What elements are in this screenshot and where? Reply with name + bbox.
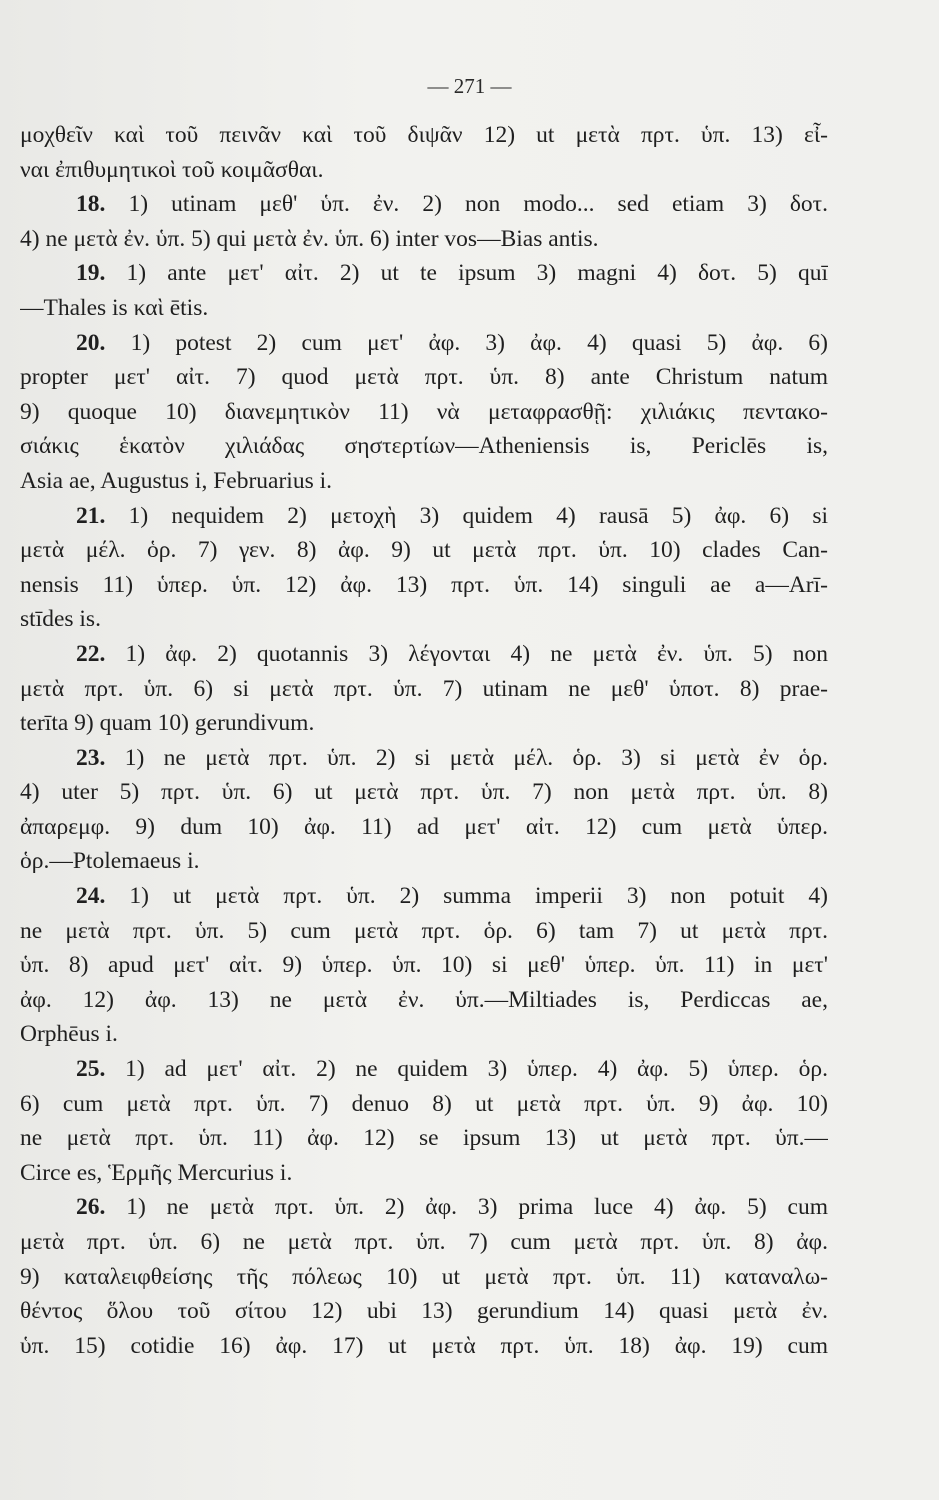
line-text: —Thales is καὶ ētis. bbox=[20, 294, 209, 321]
line-text: ne μετὰ πρτ. ὑπ. 11) ἀφ. 12) se ipsum 13) ut μετὰ πρτ. ὑπ.— bbox=[20, 1125, 828, 1152]
line-text: ἀφ. 12) ἀφ. 13) ne μετὰ ἐν. ὑπ.—Miltiades is, Perdiccas ae, bbox=[20, 986, 828, 1013]
section-number: 18. bbox=[76, 191, 106, 218]
page-body-text bbox=[20, 118, 828, 1363]
line-text: σιάκις ἑκατὸν χιλιάδας σηστερτίων—Atheniensis is, Periclēs is, bbox=[20, 433, 828, 460]
text-line bbox=[20, 360, 828, 395]
line-text: ὑπ. 15) cotidie 16) ἀφ. 17) ut μετὰ πρτ. ὑπ. 18) ἀφ. 19) cum bbox=[20, 1332, 828, 1359]
line-text: 1) potest 2) cum μετ' ἀφ. 3) ἀφ. 4) quasi 5) ἀφ. 6) bbox=[105, 329, 828, 356]
section-number: 26. bbox=[76, 1194, 106, 1221]
line-text: 9) quoque 10) διανεμητικὸν 11) νὰ μεταφρασθῇ: χιλιάκις πεντακο- bbox=[20, 398, 828, 425]
line-text: 1) ut μετὰ πρτ. ὑπ. 2) summa imperii 3) non potuit 4) bbox=[105, 883, 828, 910]
line-text: μετὰ μέλ. ὁρ. 7) γεν. 8) ἀφ. 9) ut μετὰ πρτ. ὑπ. 10) clades Can- bbox=[20, 537, 828, 564]
text-line bbox=[20, 1017, 828, 1052]
text-line bbox=[20, 429, 828, 464]
line-text: 1) utinam μεθ' ὑπ. ἐν. 2) non modo... sed etiam 3) δοτ. bbox=[105, 191, 828, 218]
section-number: 23. bbox=[76, 744, 106, 771]
line-text: 6) cum μετὰ πρτ. ὑπ. 7) denuo 8) ut μετὰ πρτ. ὑπ. 9) ἀφ. 10) bbox=[20, 1090, 828, 1117]
line-text: ὁρ.—Ptolemaeus i. bbox=[20, 848, 200, 875]
line-text: μοχθεῖν καὶ τοῦ πεινᾶν καὶ τοῦ διψᾶν 12) ut μετὰ πρτ. ὑπ. 13) εἶ- bbox=[20, 122, 828, 148]
text-line bbox=[20, 464, 828, 499]
line-text: stīdes is. bbox=[20, 606, 101, 633]
text-line bbox=[20, 948, 828, 983]
section-number: 24. bbox=[76, 883, 106, 910]
line-text: 1) ante μετ' αἰτ. 2) ut te ipsum 3) magni 4) δοτ. 5) quī bbox=[105, 260, 828, 287]
text-line bbox=[20, 706, 828, 741]
text-line bbox=[20, 810, 828, 845]
paragraph-first-line bbox=[20, 1190, 828, 1225]
paragraph-first-line bbox=[20, 637, 828, 672]
line-text: 4) ne μετὰ ἐν. ὑπ. 5) qui μετὰ ἐν. ὑπ. 6) inter vos—Bias antis. bbox=[20, 225, 599, 252]
text-line bbox=[20, 118, 828, 153]
section-number: 21. bbox=[76, 502, 106, 529]
line-text: μετὰ πρτ. ὑπ. 6) si μετὰ πρτ. ὑπ. 7) utinam ne μεθ' ὑποτ. 8) prae- bbox=[20, 675, 828, 702]
paragraph-first-line bbox=[20, 326, 828, 361]
line-text: 1) ne μετὰ πρτ. ὑπ. 2) si μετὰ μέλ. ὁρ. 3) si μετὰ ἐν ὁρ. bbox=[105, 744, 828, 771]
line-text: terīta 9) quam 10) gerundivum. bbox=[20, 710, 315, 737]
text-line bbox=[20, 1260, 828, 1295]
line-text: 9) καταλειφθείσης τῆς πόλεως 10) ut μετὰ πρτ. ὑπ. 11) καταναλω- bbox=[20, 1263, 828, 1290]
line-text: θέντος ὅλου τοῦ σίτου 12) ubi 13) gerundium 14) quasi μετὰ ἐν. bbox=[20, 1298, 828, 1325]
text-line bbox=[20, 222, 828, 257]
page-number: — 271 — bbox=[427, 74, 512, 98]
line-text: ὑπ. 8) apud μετ' αἰτ. 9) ὑπερ. ὑπ. 10) si μεθ' ὑπερ. ὑπ. 11) in μετ' bbox=[20, 952, 828, 979]
text-line bbox=[20, 291, 828, 326]
text-line bbox=[20, 1225, 828, 1260]
line-text: ἀπαρεμφ. 9) dum 10) ἀφ. 11) ad μετ' αἰτ. 12) cum μετὰ ὑπερ. bbox=[20, 813, 828, 840]
line-text: Asia ae, Augustus i, Februarius i. bbox=[20, 467, 332, 494]
paragraph-first-line bbox=[20, 879, 828, 914]
text-line bbox=[20, 1087, 828, 1122]
paragraph-first-line bbox=[20, 741, 828, 776]
text-line bbox=[20, 775, 828, 810]
text-line bbox=[20, 914, 828, 949]
line-text: μετὰ πρτ. ὑπ. 6) ne μετὰ πρτ. ὑπ. 7) cum μετὰ πρτ. ὑπ. 8) ἀφ. bbox=[20, 1229, 828, 1255]
text-line bbox=[20, 1156, 828, 1191]
text-line bbox=[20, 983, 828, 1018]
line-text: 1) ne μετὰ πρτ. ὑπ. 2) ἀφ. 3) prima luce 4) ἀφ. 5) cum bbox=[105, 1194, 828, 1221]
text-line bbox=[20, 1121, 828, 1156]
text-line bbox=[20, 602, 828, 637]
text-line bbox=[20, 1294, 828, 1329]
line-text: ναι ἐπιθυμητικοὶ τοῦ κοιμᾶσθαι. bbox=[20, 156, 324, 183]
paragraph-first-line bbox=[20, 499, 828, 534]
line-text: Circe es, Ἑρμῆς Mercurius i. bbox=[20, 1159, 293, 1186]
line-text: ne μετὰ πρτ. ὑπ. 5) cum μετὰ πρτ. ὁρ. 6) tam 7) ut μετὰ πρτ. bbox=[20, 917, 828, 944]
line-text: 1) nequidem 2) μετοχὴ 3) quidem 4) rausā 5) ἀφ. 6) si bbox=[105, 502, 828, 529]
text-line bbox=[20, 568, 828, 603]
section-number: 25. bbox=[76, 1056, 106, 1083]
line-text: propter μετ' αἰτ. 7) quod μετὰ πρτ. ὑπ. 8) ante Christum natum bbox=[20, 364, 828, 391]
text-line bbox=[20, 153, 828, 188]
paragraph-first-line bbox=[20, 187, 828, 222]
line-text: Orphēus i. bbox=[20, 1021, 118, 1048]
section-number: 22. bbox=[76, 640, 106, 667]
line-text: 4) uter 5) πρτ. ὑπ. 6) ut μετὰ πρτ. ὑπ. 7) non μετὰ πρτ. ὑπ. 8) bbox=[20, 779, 828, 806]
text-line bbox=[20, 533, 828, 568]
section-number: 20. bbox=[76, 329, 106, 356]
section-number: 19. bbox=[76, 260, 106, 287]
text-line bbox=[20, 1329, 828, 1364]
text-line bbox=[20, 672, 828, 707]
line-text: 1) ad μετ' αἰτ. 2) ne quidem 3) ὑπερ. 4) ἀφ. 5) ὑπερ. ὁρ. bbox=[105, 1056, 828, 1083]
text-line bbox=[20, 844, 828, 879]
text-line bbox=[20, 395, 828, 430]
paragraph-first-line bbox=[20, 256, 828, 291]
line-text: 1) ἀφ. 2) quotannis 3) λέγονται 4) ne μετὰ ἐν. ὑπ. 5) non bbox=[105, 640, 828, 667]
line-text: nensis 11) ὑπερ. ὑπ. 12) ἀφ. 13) πρτ. ὑπ. 14) singuli ae a—Arī- bbox=[20, 571, 828, 598]
paragraph-first-line bbox=[20, 1052, 828, 1087]
